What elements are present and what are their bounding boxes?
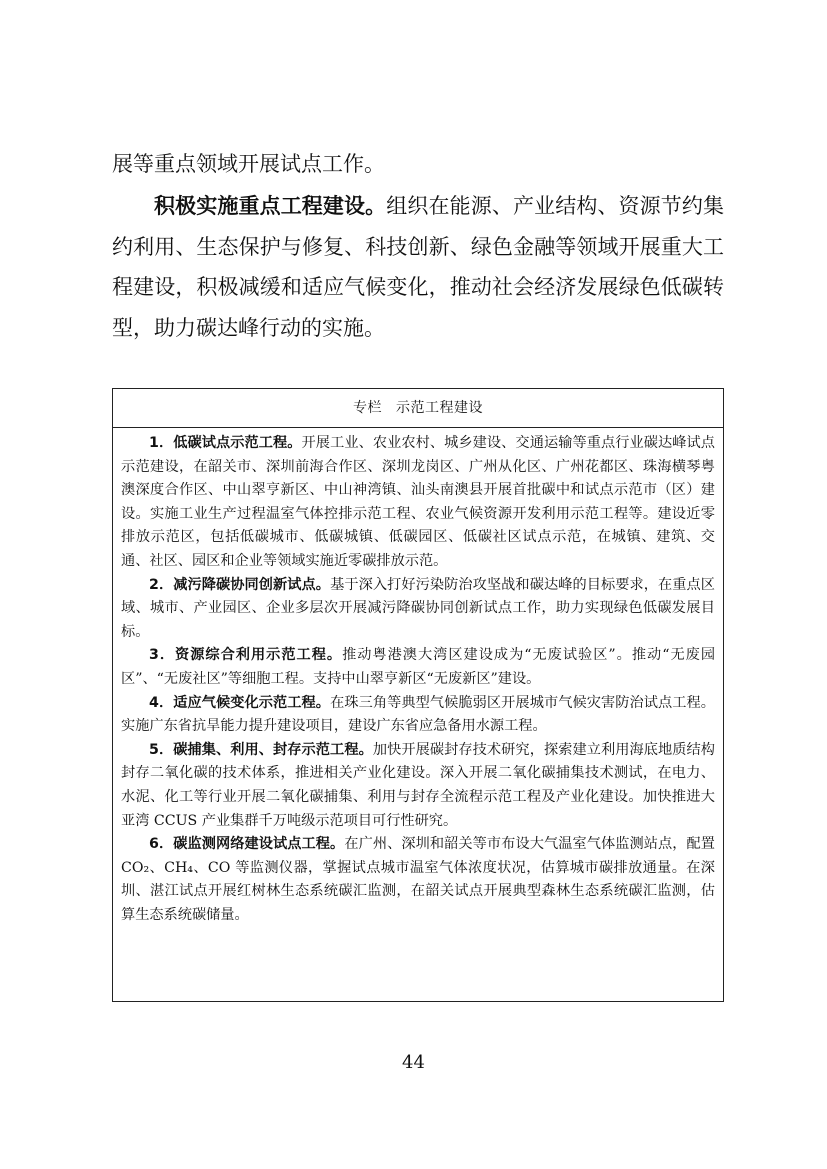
item-lead: 1．低碳试点示范工程。 — [149, 435, 302, 451]
column-item-6 — [121, 833, 715, 927]
item-lead: 3．资源综合利用示范工程。 — [149, 647, 343, 664]
paragraph-key-projects — [112, 186, 724, 348]
paragraph-text: 组织在能源、产业结构、资源节约集约利用、生态保护与修复、科技创新、绿色金融等领域开展重大工程建设，积极减缓和适应气候变化，推动社会经济发展绿色低碳转型，助力碳达峰行动的实施。 — [112, 194, 725, 340]
page-number: 44 — [402, 1052, 425, 1073]
item-text: 在珠三角等典型气候脆弱区开展城市气候灾害防治试点工程。实施广东省抗旱能力提升建设项目，建设广东省应急备用水源工程。 — [121, 694, 715, 735]
column-box-body — [113, 428, 723, 927]
column-label: 专栏 — [353, 400, 382, 416]
item-text: 加快开展碳封存技术研究，探索建立利用海底地质结构封存二氧化碳的技术体系，推进相关产业化建设。深入开展二氧化碳捕集技术测试，在电力、水泥、化工等行业开展二氧化碳捕集、利用与封存全流程示范工程及产业化建设。加快推进大亚湾 CCUS 产业集群千万吨级示范项目可行性研究。 — [121, 741, 715, 829]
item-lead: 2．减污降碳协同创新试点。 — [149, 576, 331, 593]
item-text: 推动粤港澳大湾区建设成为“无废试验区”。推动“无废园区”、“无废社区”等细胞工程。支持中山翠亨新区“无废新区”建设。 — [121, 647, 716, 687]
column-item-4 — [121, 692, 715, 739]
column-box-header — [113, 389, 723, 428]
column-title: 示范工程建设 — [396, 400, 483, 416]
column-item-1 — [121, 432, 715, 574]
item-lead: 6．碳监测网络建设试点工程。 — [149, 836, 345, 853]
column-item-5 — [121, 739, 715, 833]
column-item-2 — [121, 574, 715, 645]
item-lead: 5．碳捕集、利用、封存示范工程。 — [149, 741, 373, 758]
paragraph-continuation: 展等重点领域开展试点工作。 — [112, 152, 385, 176]
item-lead: 4．适应气候变化示范工程。 — [149, 694, 331, 711]
item-text: 基于深入打好污染防治攻坚战和碳达峰的目标要求，在重点区域、城市、产业园区、企业多层次开展减污降碳协同创新试点工作，助力实现绿色低碳发展目标。 — [121, 576, 715, 640]
item-text: 在广州、深圳和韶关等市布设大气温室气体监测站点，配置 CO₂、CH₄、CO 等监测仪器，掌握试点城市温室气体浓度状况，估算城市碳排放通量。在深圳、湛江试点开展红树林生态系统碳汇监测，在韶关试点开展典型森林生态系统碳汇监测，估算生态系统碳储量。 — [121, 836, 715, 923]
paragraph-lead: 积极实施重点工程建设。 — [154, 194, 387, 218]
item-text: 开展工业、农业农村、城乡建设、交通运输等重点行业碳达峰试点示范建设，在韶关市、深圳前海合作区、深圳龙岗区、广州从化区、广州花都区、珠海横琴粤澳深度合作区、中山翠亨新区、中山神湾镇、汕头南澳县开展首批碳中和试点示范市（区）建设。实施工业生产过程温室气体控排示范工程、农业气候资源开发利用示范工程等。建设近零排放示范区，包括低碳城市、低碳城镇、低碳园区、低碳社区试点示范，在城镇、建筑、交通、社区、园区和企业等领域实施近零碳排放示范。 — [121, 435, 715, 569]
column-box — [112, 388, 724, 1002]
column-item-3 — [121, 644, 715, 691]
